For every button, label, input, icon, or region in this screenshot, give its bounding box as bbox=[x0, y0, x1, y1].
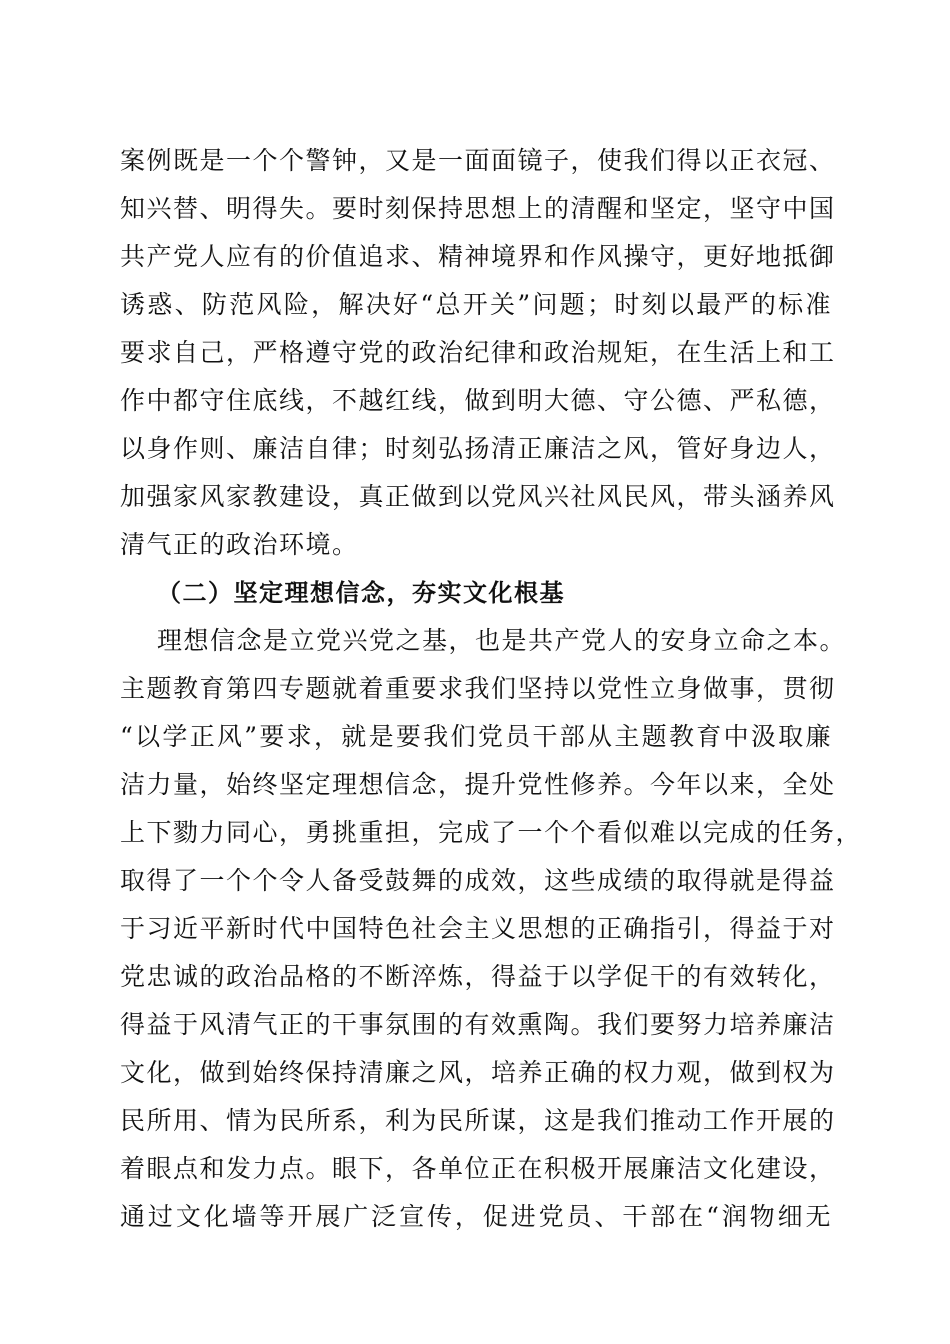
text-line: 诱惑、防范风险，解决好“总开关”问题；时刻以最严的标准 bbox=[120, 290, 832, 319]
text-line: 主题教育第四专题就着重要求我们坚持以党性立身做事，贯彻 bbox=[120, 674, 836, 703]
text-line: 党忠诚的政治品格的不断淬炼，得益于以学促干的有效转化， bbox=[120, 962, 836, 991]
text-line: 作中都守住底线，不越红线，做到明大德、守公德、严私德， bbox=[120, 386, 836, 415]
text-line: 取得了一个个令人备受鼓舞的成效，这些成绩的取得就是得益 bbox=[120, 866, 836, 895]
text-line: 民所用、情为民所系，利为民所谋，这是我们推动工作开展的 bbox=[120, 1106, 836, 1135]
section-heading: （二）坚定理想信念，夯实文化根基 bbox=[157, 579, 565, 607]
text-line: 文化，做到始终保持清廉之风，培养正确的权力观，做到权为 bbox=[120, 1058, 836, 1087]
text-line: 理想信念是立党兴党之基，也是共产党人的安身立命之本。 bbox=[157, 626, 847, 655]
text-line: 加强家风家教建设，真正做到以党风兴社风民风，带头涵养风 bbox=[120, 482, 836, 511]
text-line: 要求自己，严格遵守党的政治纪律和政治规矩，在生活上和工 bbox=[120, 338, 836, 367]
text-line: 知兴替、明得失。要时刻保持思想上的清醒和坚定，坚守中国 bbox=[120, 194, 836, 223]
text-line: 通过文化墙等开展广泛宣传，促进党员、干部在“润物细无 bbox=[120, 1202, 832, 1231]
text-line: 清气正的政治环境。 bbox=[120, 530, 359, 559]
text-line: 以身作则、廉洁自律；时刻弘扬清正廉洁之风，管好身边人， bbox=[120, 434, 836, 463]
text-line: 得益于风清气正的干事氛围的有效熏陶。我们要努力培养廉洁 bbox=[120, 1010, 836, 1039]
text-line: 着眼点和发力点。眼下，各单位正在积极开展廉洁文化建设， bbox=[120, 1154, 836, 1183]
text-line: 案例既是一个个警钟，又是一面面镜子，使我们得以正衣冠、 bbox=[120, 146, 836, 175]
text-line: 洁力量，始终坚定理想信念，提升党性修养。今年以来，全处 bbox=[120, 770, 836, 799]
text-line: “以学正风”要求，就是要我们党员干部从主题教育中汲取廉 bbox=[120, 722, 832, 751]
text-line: 上下勠力同心，勇挑重担，完成了一个个看似难以完成的任务， bbox=[120, 818, 863, 847]
text-line: 于习近平新时代中国特色社会主义思想的正确指引，得益于对 bbox=[120, 914, 836, 943]
text-line: 共产党人应有的价值追求、精神境界和作风操守，更好地抵御 bbox=[120, 242, 836, 271]
